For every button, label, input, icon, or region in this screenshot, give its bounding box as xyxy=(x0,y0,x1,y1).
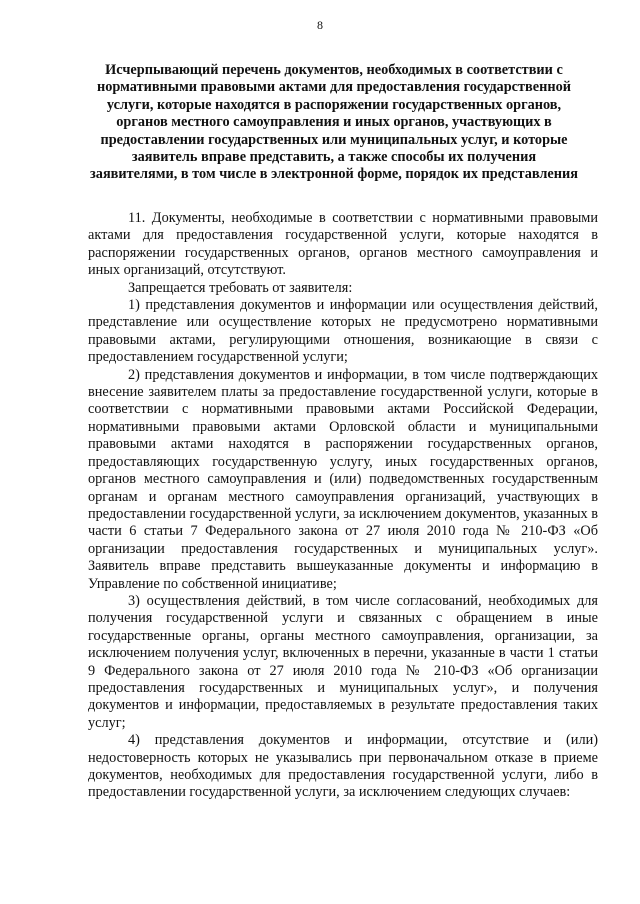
paragraph-item-1: 1) представления документов и информации или осуществления действий, представление или осуществление которых не предусмотрено нормативными правовыми актами, регулирующими отношения, возникающие в связи с предоставлением государственной услуги; xyxy=(88,297,598,366)
paragraph-item-4: 4) представления документов и информации, отсутствие и (или) недостоверность которых не указывались при первоначальном отказе в приеме документов, необходимых для предоставления государственной услуги, либо в предоставлении государственной услуги, за исключением следующих случаев: xyxy=(88,732,598,801)
paragraph-11: 11. Документы, необходимые в соответствии с нормативными правовыми актами для предоставления государственной услуги, которые находятся в распоряжении государственных органов, органов местного самоуправления и иных организаций, отсутствуют. xyxy=(88,210,598,279)
paragraph-item-2: 2) представления документов и информации, в том числе подтверждающих внесение заявителем платы за предоставление государственной услуги, которые в соответствии с нормативными правовыми актами Российской Федерации, нормативными правовыми актами Орловской области и муниципальными правовыми актами находятся в распоряжении государственных органов, предоставляющих государственную услугу, иных государственных органов, органов местного самоуправления и (или) подведомственных государственным органам и органам местного самоуправления организаций, участвующих в предоставлении государственной услуги, за исключением документов, указанных в части 6 статьи 7 Федерального закона от 27 июля 2010 года № 210-ФЗ «Об организации предоставления государственных и муниципальных услуг». Заявитель вправе представить вышеуказанные документы и информацию в Управление по собственной инициативе; xyxy=(88,366,598,592)
section-heading: Исчерпывающий перечень документов, необходимых в соответствии с нормативными правовыми актами для предоставления государственной услуги, которые находятся в распоряжении государственных органов, органов местного самоуправления и иных органов, участвующих в предоставлении государственных или муниципальных услуг, и которые заявитель вправе представить, а также способы их получения заявителями, в том числе в электронной форме, порядок их представления xyxy=(90,62,578,183)
page-number: 8 xyxy=(317,18,323,32)
document-body xyxy=(88,210,598,802)
paragraph-item-3: 3) осуществления действий, в том числе согласований, необходимых для получения государственной услуги и связанных с обращением в иные государственные органы, органы местного самоуправления, организации, за исключением получения услуг, включенных в перечни, указанные в части 1 статьи 9 Федерального закона от 27 июля 2010 года № 210-ФЗ «Об организации предоставления государственных и муниципальных услуг», и получения документов и информации, предоставляемых в результате предоставления таких услуг; xyxy=(88,592,598,731)
paragraph-prohibition-intro: Запрещается требовать от заявителя: xyxy=(128,279,353,296)
